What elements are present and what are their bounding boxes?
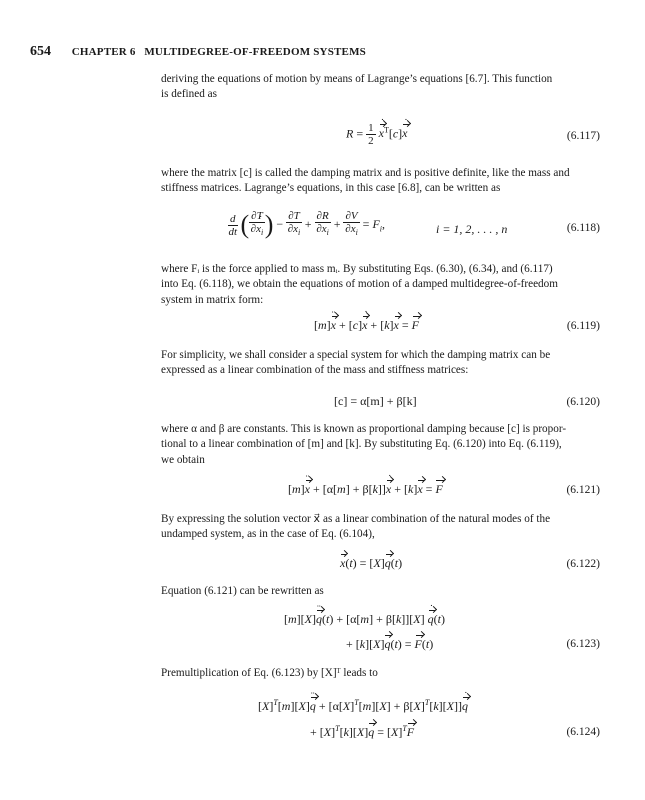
equation-6-117: R = $\frac{1}{2}$ ˙ $x^T[c]˙$ x [346,122,408,147]
running-header [30,44,366,60]
page-number: 654 [30,44,51,59]
equation-6-124-line1: $[X]^T[m][X]¨$ $q + [\alpha[X]^T[m][X]$ + $\beta[X]^T[k][X]]˙$ q [258,698,468,714]
equation-number: (6.118) [566,222,600,234]
equation-6-120: [c] = α[m] + β[k] [334,394,417,408]
equation-6-123-line1: [m][X]¨ q(t) + [α[m] + β[k]][X] ˙ q(t) [284,612,445,627]
equation-6-119: [m]¨ x + [c]˙ x + [k]x = F [314,318,419,333]
paragraph-intro: deriving the equations of motion by means of Lagrange’s equations [6.7]. This function is defined as [161,73,553,101]
equation-6-124-line2: + $[X]^T[k][X]q = [X]^TF$ [310,724,415,739]
paragraph-premultiplication: Premultiplication of Eq. (6.123) by [X]ᵀ leads to [161,667,378,679]
equation-number: (6.119) [566,320,600,332]
equation-6-118: $\frac{d}{dt}$ ( $\frac{\partial T}{\partial˙ x_i}$ ) − $\frac{\partial T}{\partial x_i}$ + $\frac{\partial R}{\partial˙ x_i}$ + $\frac{\partial V}{\partial x_i}$ = $F_i$, [228,210,385,240]
equation-number: (6.120) [566,396,600,408]
chapter-label: CHAPTER 6 [71,46,136,58]
equation-6-123-line2: + [k][X]q(t) = F(t) [346,637,434,651]
equation-6-122: x(t) = [X]q(t) [340,556,403,570]
equation-6-121: [m]¨ x + [α[m] + β[k]]˙ x + [k]x = F [288,482,443,497]
equation-number: (6.124) [566,726,600,738]
equation-number: (6.117) [566,130,600,142]
paragraph-solution-vector: By expressing the solution vector x⃗ as a linear combination of the natural modes of the undamped system, as in the case of Eq. (6.104), [161,513,551,541]
paragraph-substitution: where Fᵢ is the force applied to mass mᵢ. By substituting Eqs. (6.30), (6.34), and (6.117) into Eq. (6.118), we obtain the equations of motion of a damped multidegree-of-freedom system in matrix form: [161,263,558,306]
paragraph-simplicity: For simplicity, we shall consider a special system for which the damping matrix can be expressed as a linear combination of the mass and stiffness matrices: [161,349,551,377]
equation-number: (6.122) [566,558,600,570]
equation-index-range: i = 1, 2, . . . , n [436,222,508,236]
chapter-title: MULTIDEGREE-OF-FREEDOM SYSTEMS [144,46,366,58]
paragraph-rewritten: Equation (6.121) can be rewritten as [161,585,324,597]
equation-number: (6.123) [566,638,600,650]
paragraph-proportional-damping: where α and β are constants. This is known as proportional damping because [c] is propor- tional to a linear combination of [m] and [k]. By substituting Eq. (6.120) into Eq. (6.119), we obtain [161,423,567,466]
paragraph-damping-matrix: where the matrix [c] is called the damping matrix and is positive definite, like the mass and stiffness matrices. Lagrange’s equations, in this case [6.8], can be written as [161,167,570,195]
equation-number: (6.121) [566,484,600,496]
